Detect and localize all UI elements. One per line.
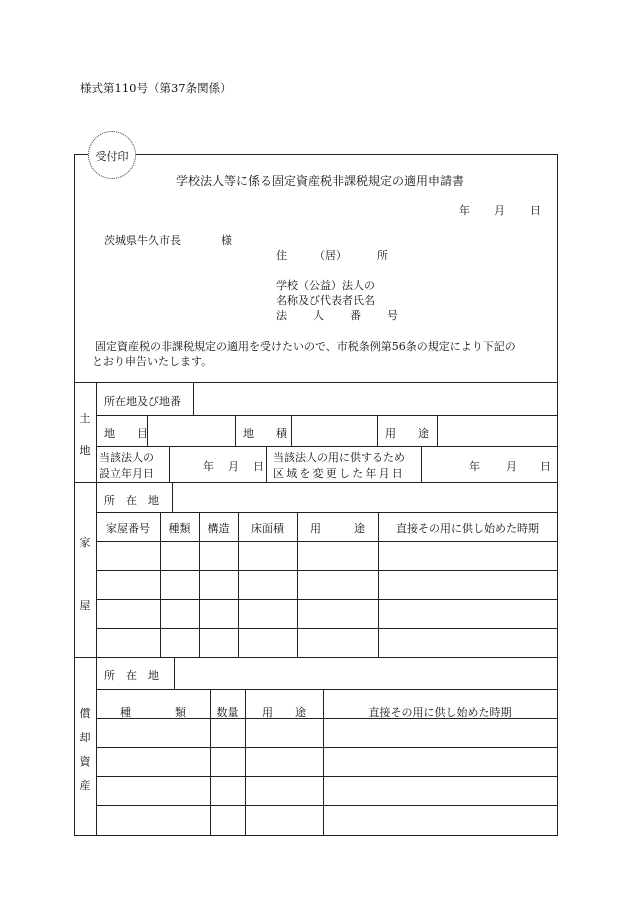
corporate-number-label-b: 人 (313, 309, 324, 322)
house-col-number: 家屋番号 (106, 522, 150, 535)
depreciable-col-use: 用 途 (262, 706, 306, 719)
land-established-day: 日 (253, 460, 264, 473)
house-label-bottom: 屋 (79, 599, 91, 612)
depreciable-col-quantity: 数量 (216, 706, 239, 719)
depreciable-label-2: 却 (79, 731, 91, 744)
depreciable-row-3[interactable] (97, 777, 557, 805)
house-label-top: 家 (79, 536, 91, 549)
land-established-month: 月 (228, 460, 239, 473)
applicant-address-label-a: 住 (276, 249, 287, 262)
land-changed-day: 日 (540, 460, 551, 473)
house-col-type: 種類 (168, 522, 191, 535)
land-category-field[interactable] (148, 416, 234, 445)
depreciable-row-2[interactable] (97, 748, 557, 776)
statement-line-2: とおり申告いたします。 (92, 355, 213, 368)
applicant-name-label-2: 名称及び代表者氏名 (276, 294, 375, 307)
applicant-name-label-1: 学校（公益）法人の (276, 279, 375, 292)
addressee-name: 茨城県牛久市長 (104, 234, 181, 247)
applicant-address-label-b: （居） (314, 249, 347, 262)
land-established-year: 年 (203, 460, 214, 473)
land-category-label: 地 目 (104, 427, 148, 440)
land-area-label: 地 積 (243, 427, 287, 440)
house-location-label: 所 在 地 (104, 494, 159, 507)
statement-line-1: 固定資産税の非課税規定の適用を受けたいので、市税条例第56条の規定により下記の (95, 340, 516, 353)
house-location-field[interactable] (173, 483, 556, 511)
land-area-field[interactable] (292, 416, 376, 445)
reception-stamp-label: 受付印 (95, 150, 129, 163)
page-title: 学校法人等に係る固定資産税非課税規定の適用申請書 (176, 174, 465, 188)
depreciable-location-label: 所 在 地 (104, 669, 159, 682)
form-number: 様式第110号（第37条関係） (80, 81, 232, 95)
land-changed-label-1: 当該法人の用に供するため (273, 451, 405, 464)
corporate-number-label-c: 番 (350, 309, 361, 322)
date-year-label: 年 (459, 204, 470, 217)
land-location-label: 所在地及び地番 (104, 395, 181, 408)
land-label-top: 土 (79, 412, 91, 425)
house-row-4[interactable] (97, 629, 557, 657)
applicant-address-label-c: 所 (377, 249, 388, 262)
depreciable-row-4[interactable] (97, 806, 557, 834)
house-col-structure: 構造 (207, 522, 230, 535)
land-changed-month: 月 (506, 460, 517, 473)
depreciable-label-1: 償 (79, 707, 91, 720)
land-label-bottom: 地 (79, 444, 91, 457)
land-location-field[interactable] (194, 384, 557, 414)
house-row-2[interactable] (97, 571, 557, 599)
depreciable-col-type: 種 類 (120, 706, 186, 719)
depreciable-col-start: 直接その用に供し始めた時期 (368, 706, 512, 719)
house-row-3[interactable] (97, 600, 557, 628)
depreciable-label-4: 産 (79, 779, 91, 792)
land-use-field[interactable] (438, 416, 556, 445)
land-changed-label-2: 区域を変更した年月日 (273, 467, 405, 480)
depreciable-label-3: 資 (79, 755, 91, 768)
depreciable-row-1[interactable] (97, 719, 557, 747)
date-month-label: 月 (494, 204, 505, 217)
land-use-label: 用 途 (385, 427, 429, 440)
addressee-honorific: 様 (221, 234, 232, 247)
corporate-number-label-a: 法 (276, 309, 287, 322)
land-changed-year: 年 (469, 460, 480, 473)
house-col-use: 用 途 (310, 522, 365, 535)
house-col-floor-area: 床面積 (251, 522, 284, 535)
date-day-label: 日 (530, 204, 541, 217)
house-col-start: 直接その用に供し始めた時期 (396, 522, 539, 535)
reception-stamp (88, 131, 136, 179)
house-row-1[interactable] (97, 542, 557, 570)
corporate-number-label-d: 号 (387, 309, 398, 322)
depreciable-location-field[interactable] (175, 658, 556, 688)
land-established-label-2: 設立年月日 (99, 467, 154, 480)
land-established-label-1: 当該法人の (99, 451, 154, 464)
